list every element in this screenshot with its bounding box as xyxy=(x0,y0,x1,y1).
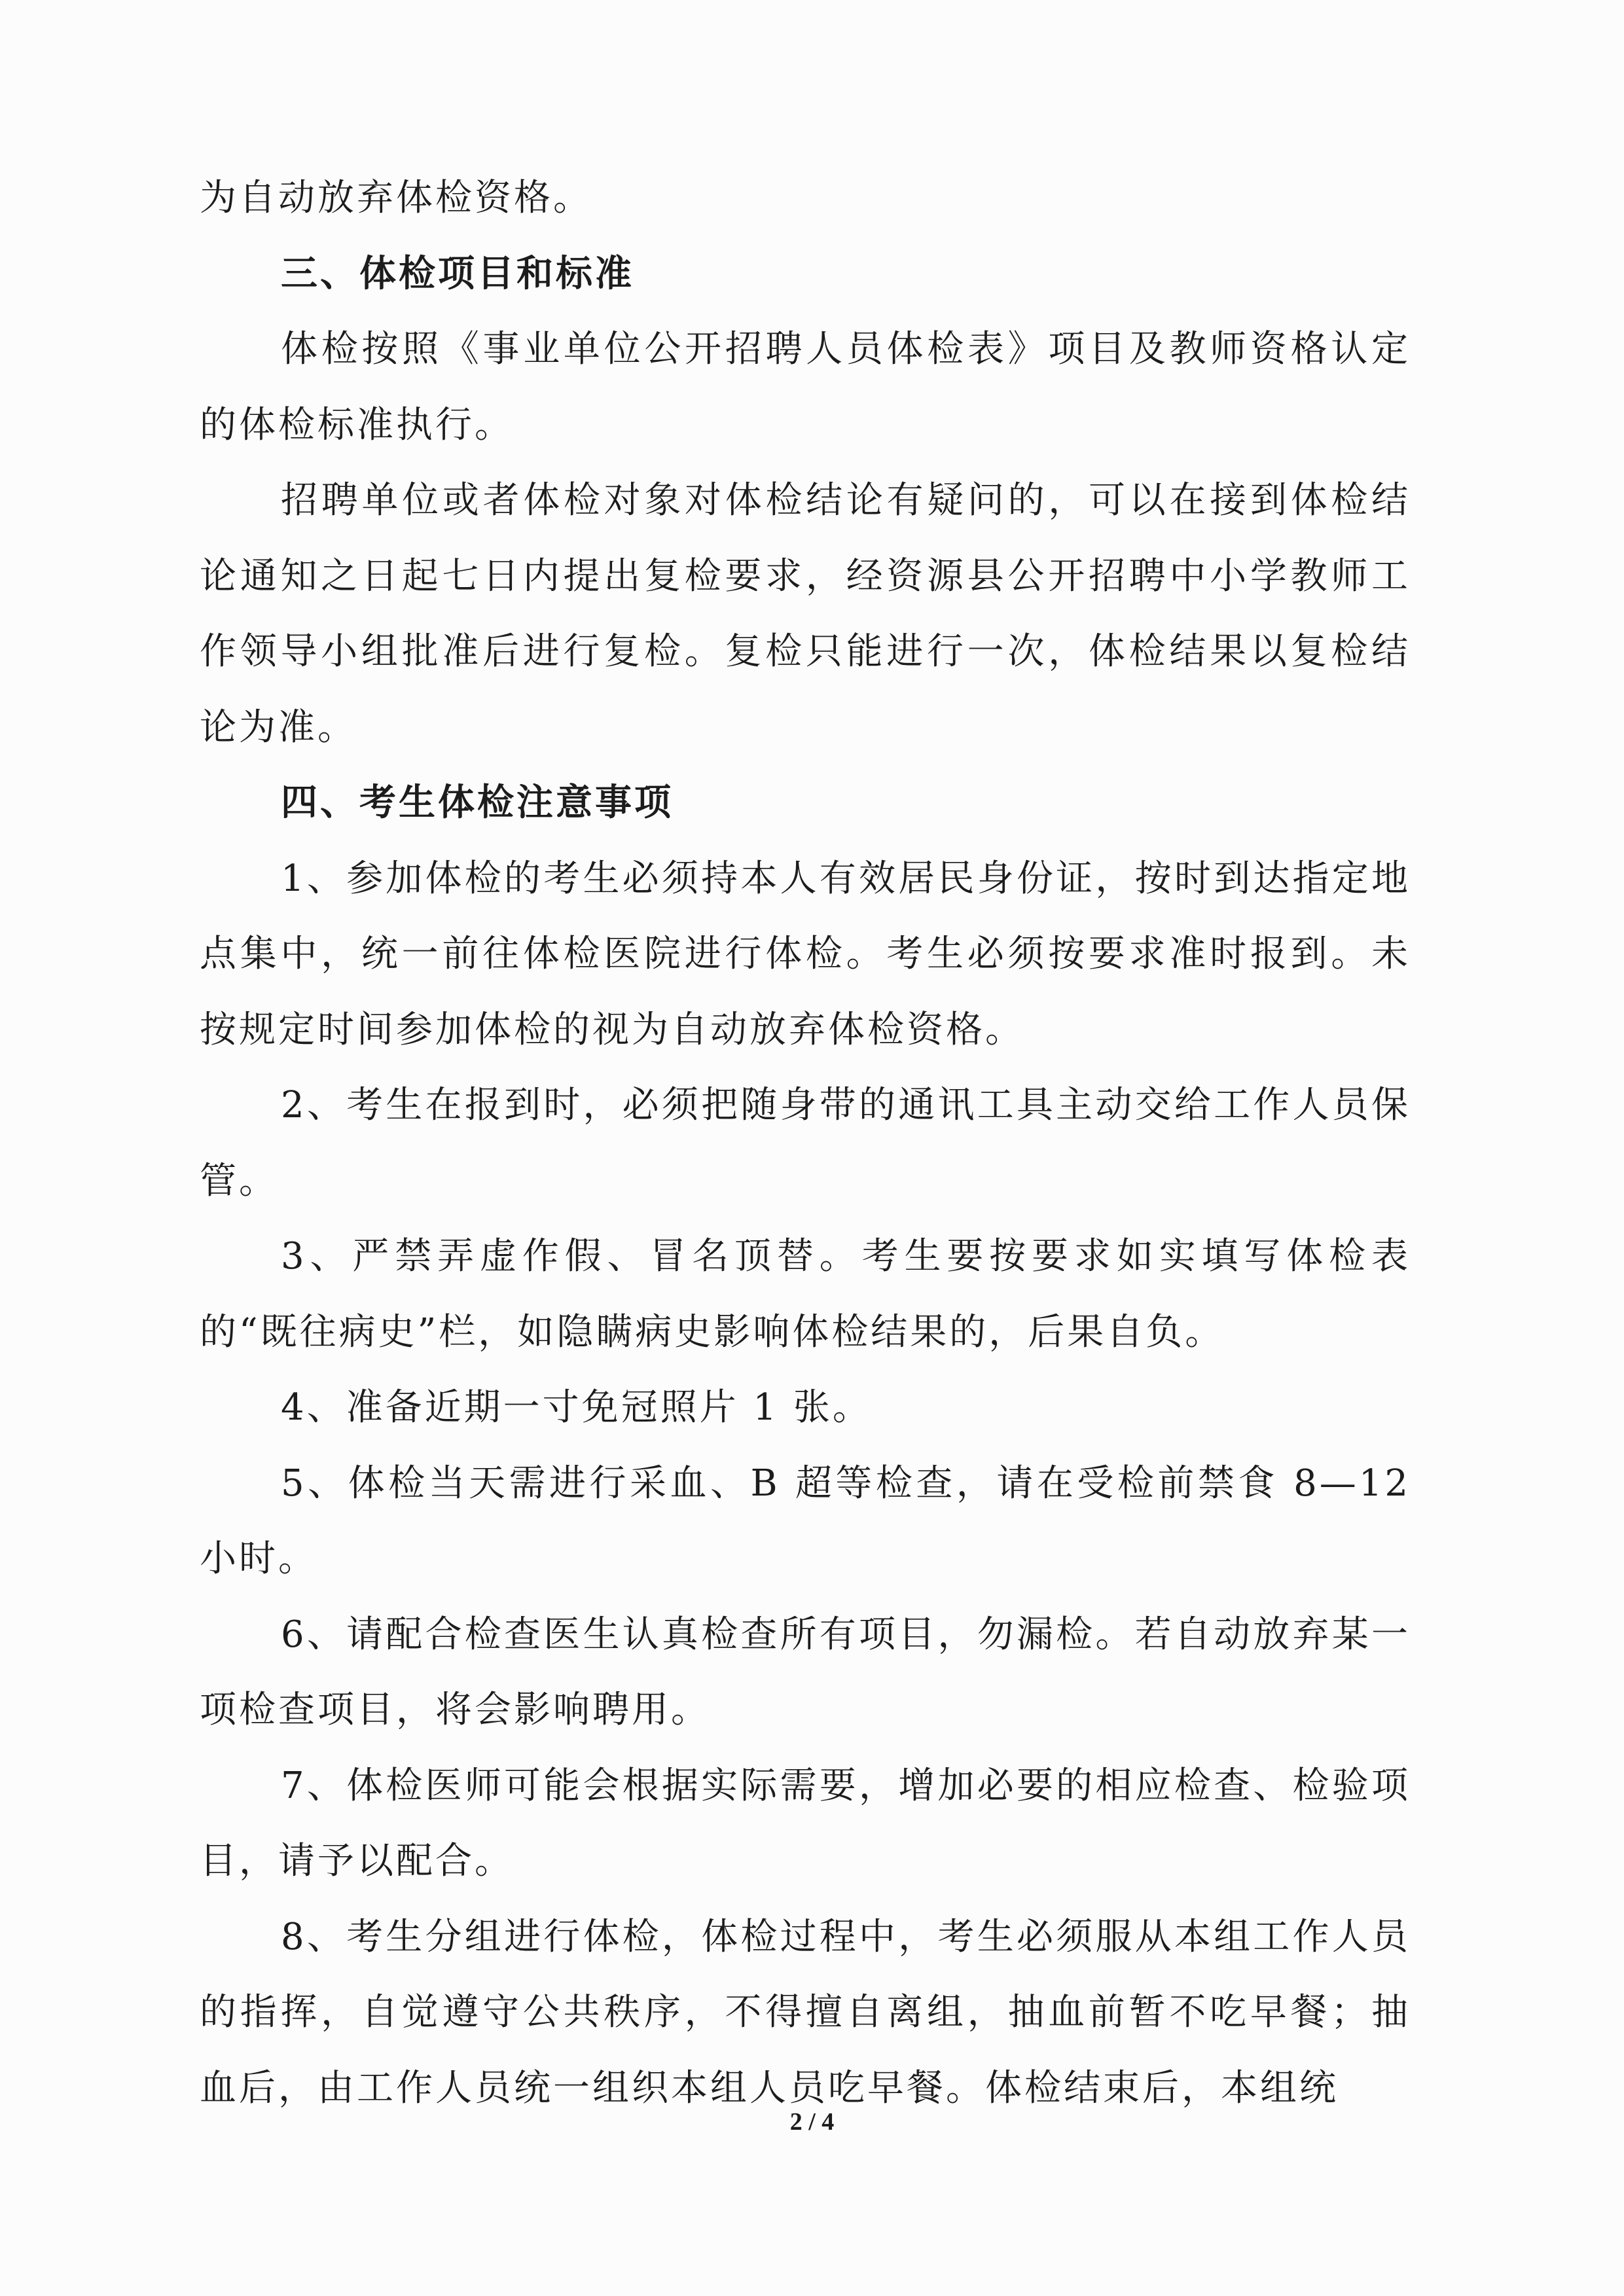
section-heading-3: 三、体检项目和标准 xyxy=(281,252,634,295)
page-number: 2 / 4 xyxy=(789,2108,835,2136)
notice-item-1: 1、参加体检的考生必须持本人有效居民身份证，按时到达指定地点集中，统一前往体检医院进行体检。考生必须按要求准时报到。未按规定时间参加体检的视为自动放弃体检资格。 xyxy=(200,857,1411,1051)
notice-item-4: 4、准备近期一寸免冠照片 1 张。 xyxy=(281,1386,872,1429)
paragraph-reexam: 招聘单位或者体检对象对体检结论有疑问的，可以在接到体检结论通知之日起七日内提出复检要求，经资源县公开招聘中小学教师工作领导小组批准后进行复检。复检只能进行一次，体检结果以复检结论为准。 xyxy=(200,479,1411,749)
notice-item-2: 2、考生在报到时，必须把随身带的通讯工具主动交给工作人员保管。 xyxy=(200,1084,1411,1202)
notice-item-7: 7、体检医师可能会根据实际需要，增加必要的相应检查、检验项目，请予以配合。 xyxy=(200,1764,1411,1882)
paragraph-exam-standard: 体检按照《事业单位公开招聘人员体检表》项目及教师资格认定的体检标准执行。 xyxy=(200,328,1411,446)
notice-item-6: 6、请配合检查医生认真检查所有项目，勿漏检。若自动放弃某一项检查项目，将会影响聘用。 xyxy=(200,1613,1411,1731)
notice-item-3: 3、严禁弄虚作假、冒名顶替。考生要按要求如实填写体检表的“既往病史”栏，如隐瞒病史影响体检结果的，后果自负。 xyxy=(200,1235,1411,1354)
notice-item-8: 8、考生分组进行体检，体检过程中，考生必须服从本组工作人员的指挥，自觉遵守公共秩序，不得擅自离组，抽血前暂不吃早餐；抽血后，由工作人员统一组织本组人员吃早餐。体检结束后，本组统 xyxy=(200,1915,1411,2109)
document-body xyxy=(200,160,1411,2126)
section-heading-4: 四、考生体检注意事项 xyxy=(281,781,674,824)
paragraph-continuation: 为自动放弃体检资格。 xyxy=(200,177,592,219)
notice-item-5: 5、体检当天需进行采血、B 超等检查，请在受检前禁食 8—12 小时。 xyxy=(200,1462,1411,1580)
